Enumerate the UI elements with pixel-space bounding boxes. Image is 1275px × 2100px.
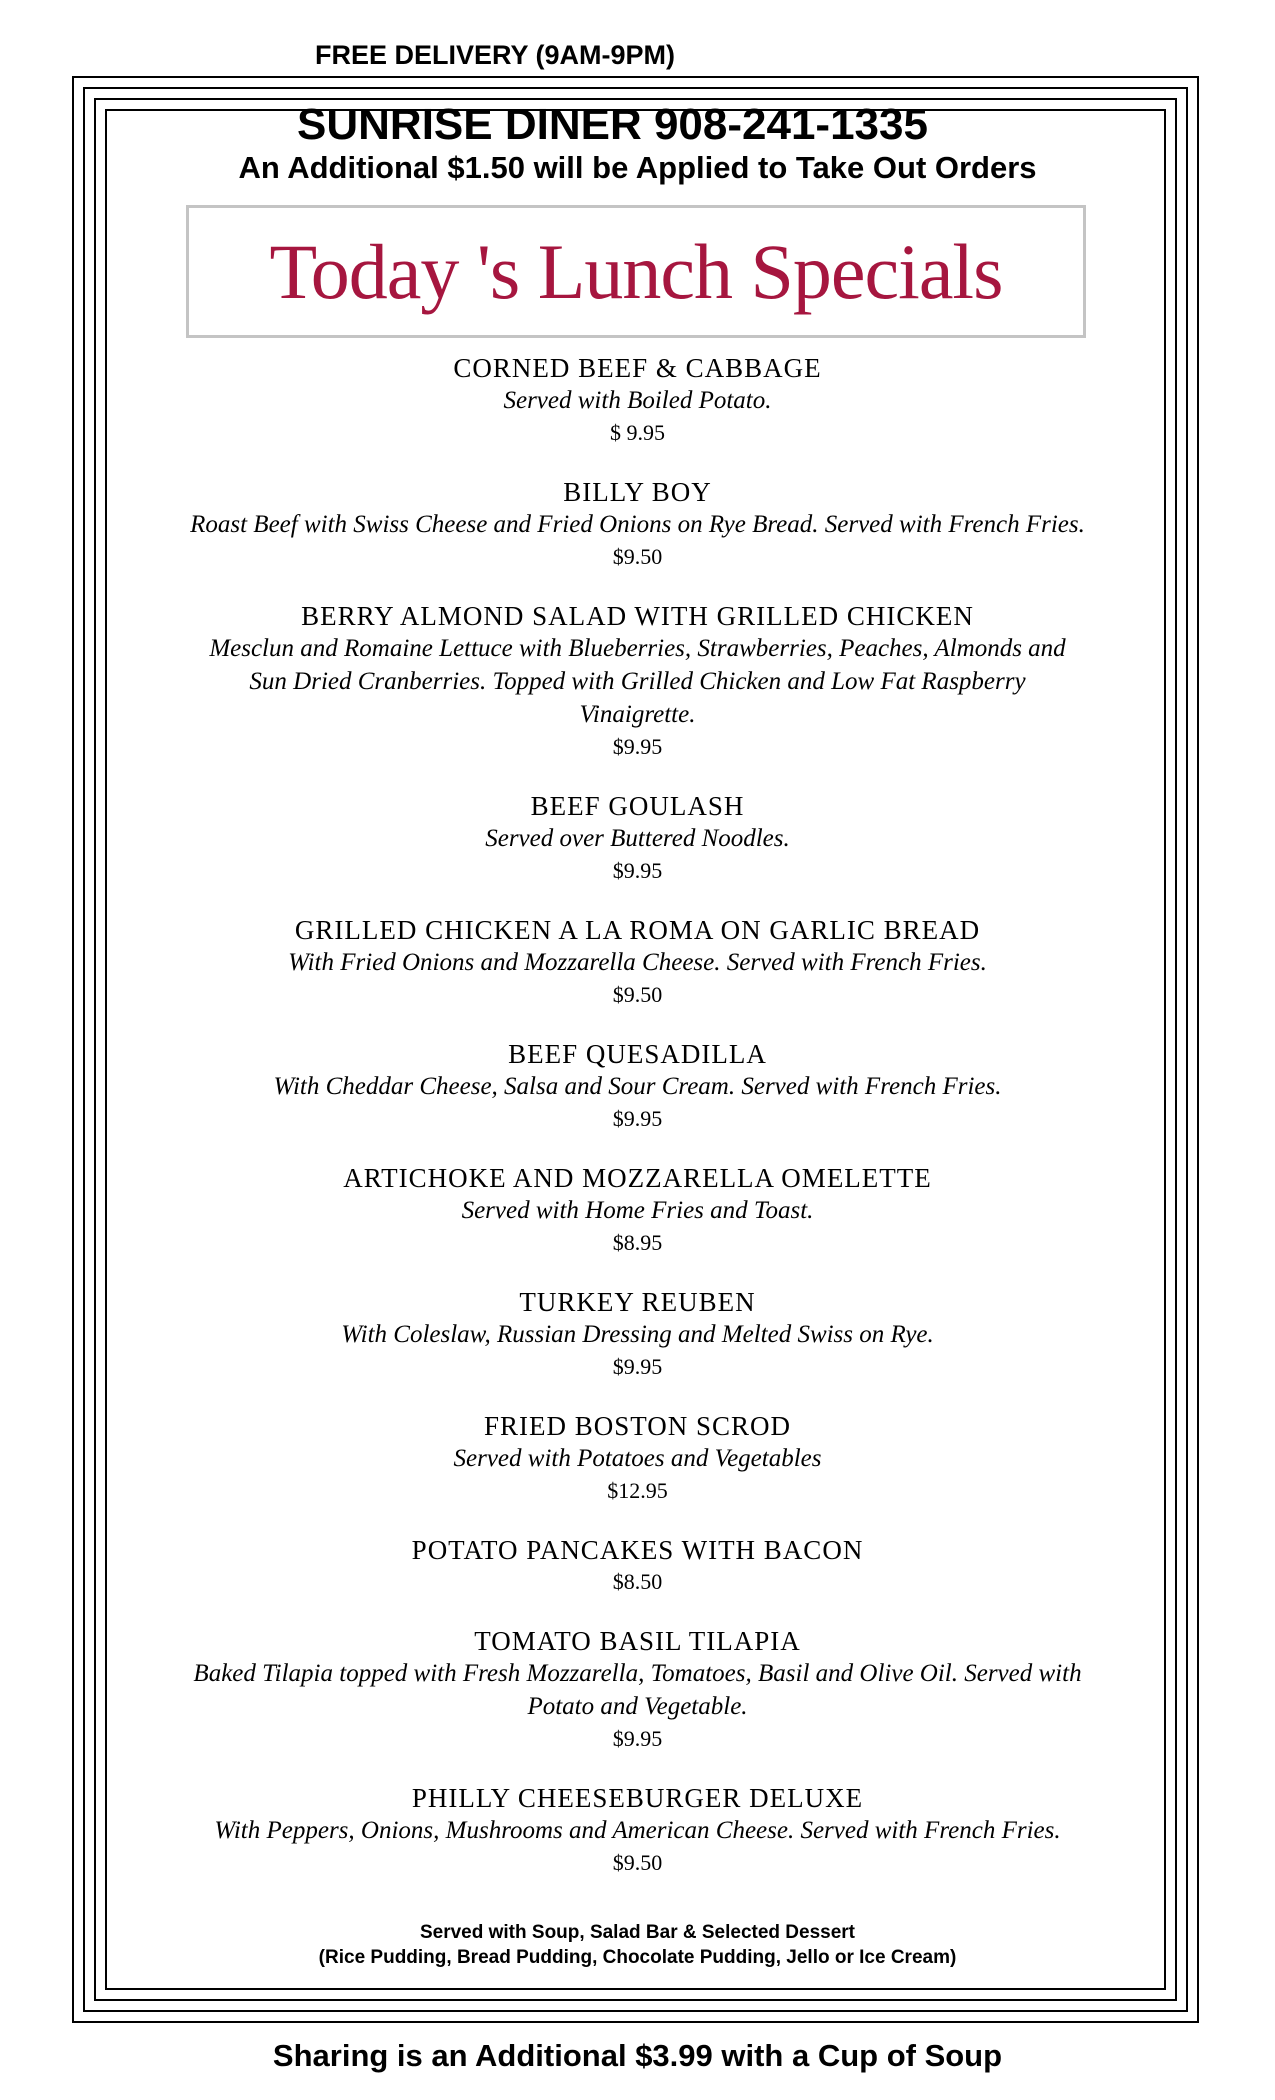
menu-item-description: Served with Boiled Potato.	[503, 387, 772, 414]
menu-item-price: $9.50	[612, 1850, 663, 1875]
menu-item	[150, 1782, 1125, 1879]
menu-item-name: TURKEY REUBEN	[519, 1287, 756, 1317]
menu-item-price: $9.50	[612, 544, 663, 569]
menu-item	[150, 914, 1125, 1011]
menu-item	[150, 352, 1125, 449]
menu-item-name: BILLY BOY	[563, 477, 712, 507]
menu-item	[150, 1162, 1125, 1259]
menu-list	[150, 352, 1125, 1906]
menu-item-description: Served over Buttered Noodles.	[485, 825, 790, 852]
menu-item	[150, 1534, 1125, 1598]
menu-item	[150, 1410, 1125, 1507]
menu-item-price: $8.50	[612, 1569, 663, 1594]
menu-item-price: $9.95	[612, 734, 663, 759]
title-box	[186, 205, 1086, 338]
diner-name-phone-text: SUNRISE DINER 908-241-1335	[297, 100, 928, 149]
takeout-note: An Additional $1.50 will be Applied to Take Out Orders	[238, 150, 1037, 185]
menu-item-name: PHILLY CHEESEBURGER DELUXE	[411, 1783, 864, 1813]
menu-item-description: With Coleslaw, Russian Dressing and Melted Swiss on Rye.	[341, 1321, 934, 1348]
menu-item-description: Baked Tilapia topped with Fresh Mozzarella, Tomatoes, Basil and Olive Oil. Served with Potato and Vegetable.	[193, 1660, 1082, 1720]
menu-item-price: $ 9.95	[610, 420, 665, 445]
menu-item	[150, 600, 1125, 763]
menu-item	[150, 1286, 1125, 1383]
included-note	[0, 1920, 1275, 1970]
sharing-banner: Sharing is an Additional $3.99 with a Cup of Soup	[272, 2038, 1003, 2073]
menu-item-price: $9.50	[612, 982, 663, 1007]
included-line-2: (Rice Pudding, Bread Pudding, Chocolate Pudding, Jello or Ice Cream)	[318, 1947, 957, 1968]
menu-item-description: With Fried Onions and Mozzarella Cheese. Served with French Fries.	[288, 949, 987, 976]
menu-item-description: Served with Home Fries and Toast.	[461, 1197, 814, 1224]
menu-item-description: With Peppers, Onions, Mushrooms and American Cheese. Served with French Fries.	[214, 1817, 1061, 1844]
menu-item-name: GRILLED CHICKEN A LA ROMA ON GARLIC BREAD	[294, 915, 981, 945]
menu-item-price: $8.95	[612, 1230, 663, 1255]
menu-item-description: With Cheddar Cheese, Salsa and Sour Cream. Served with French Fries.	[273, 1073, 1002, 1100]
menu-item-name: POTATO PANCAKES WITH BACON	[411, 1535, 864, 1565]
menu-item-price: $9.95	[612, 1354, 663, 1379]
menu-item	[150, 1625, 1125, 1755]
menu-item-price: $12.95	[607, 1478, 668, 1503]
page-title: Today 's Lunch Specials	[269, 227, 1003, 315]
menu-item	[150, 790, 1125, 887]
menu-item-name: FRIED BOSTON SCROD	[483, 1411, 792, 1441]
menu-item-price: $9.95	[612, 1106, 663, 1131]
included-line-1: Served with Soup, Salad Bar & Selected Dessert	[419, 1922, 856, 1943]
menu-item-name: CORNED BEEF & CABBAGE	[453, 353, 822, 383]
menu-item-name: ARTICHOKE AND MOZZARELLA OMELETTE	[343, 1163, 932, 1193]
menu-item	[150, 476, 1125, 573]
menu-item-description: Roast Beef with Swiss Cheese and Fried Onions on Rye Bread. Served with French Fries.	[190, 511, 1085, 538]
menu-item-name: BERRY ALMOND SALAD WITH GRILLED CHICKEN	[301, 601, 974, 631]
menu-item-name: BEEF GOULASH	[530, 791, 745, 821]
menu-item-price: $9.95	[612, 858, 663, 883]
diner-name-phone	[0, 100, 1275, 150]
menu-item-description: Served with Potatoes and Vegetables	[453, 1445, 822, 1472]
menu-item-name: TOMATO BASIL TILAPIA	[474, 1626, 801, 1656]
menu-item-name: BEEF QUESADILLA	[508, 1039, 767, 1069]
menu-item-price: $9.95	[612, 1726, 663, 1751]
menu-item-description: Mesclun and Romaine Lettuce with Blueberries, Strawberries, Peaches, Almonds and Sun Dried Cranberries. Topped with Grilled Chicken and Low Fat Raspberry Vinaigrette.	[209, 635, 1066, 728]
delivery-banner: FREE DELIVERY (9AM-9PM)	[314, 40, 676, 70]
menu-item	[150, 1038, 1125, 1135]
